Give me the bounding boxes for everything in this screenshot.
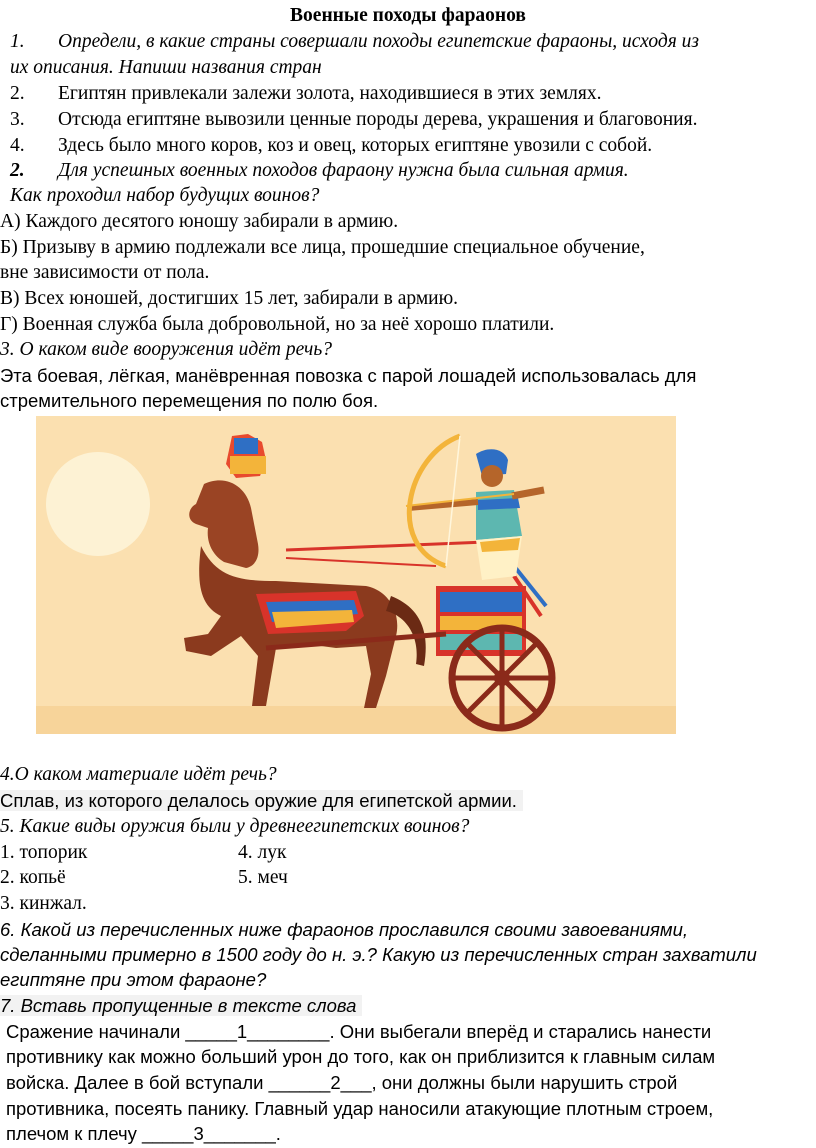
q7-question	[0, 994, 362, 1018]
q1-item-number: 2.	[10, 83, 25, 104]
q5-option-1: 1. топорик	[0, 842, 88, 863]
q7-text-line2: противнику как можно больший урон до того, как он приблизится к главным силам	[6, 1046, 716, 1067]
illustration-background	[36, 416, 676, 734]
q1-item-text: Отсюда египтяне вывозили ценные породы дерева, украшения и благовония.	[58, 109, 698, 130]
q6-line3: египтяне при этом фараоне?	[0, 969, 267, 990]
q2-option-v: В) Всех юношей, достигших 15 лет, забирали в армию.	[0, 288, 459, 309]
q1-text-line2: их описания. Напиши названия стран	[10, 57, 322, 78]
q7-text-line4: противника, посеять панику. Главный удар наносили атакующие плотным строем,	[6, 1098, 714, 1119]
q3-line1: Эта боевая, лёгкая, манёвренная повозка с парой лошадей использовалась для	[0, 365, 697, 386]
q7-text-line3: войска. Далее в бой вступали ______2___, они должны были нарушить строй	[6, 1072, 678, 1093]
q1-heading	[0, 30, 699, 54]
q1-text-line1: Определи, в какие страны совершали походы египетские фараоны, исходя из	[58, 31, 699, 52]
ground	[36, 706, 676, 734]
q4-text	[0, 789, 523, 813]
q2-text: Для успешных военных походов фараону нужна была сильная армия.	[58, 160, 629, 181]
q2-question: Как проходил набор будущих воинов?	[10, 185, 320, 206]
q2-option-b-cont: вне зависимости от пола.	[0, 262, 210, 283]
q6-line2: сделанными примерно в 1500 году до н. э.? Какую из перечисленных стран захватили	[0, 944, 757, 965]
q2-number: 2.	[10, 160, 25, 181]
q1-item-number: 4.	[10, 135, 25, 156]
q3-question: 3. О каком виде вооружения идёт речь?	[0, 339, 332, 360]
q1-item-4	[0, 134, 652, 158]
q7-text-line5: плечом к плечу _____3_______.	[6, 1123, 281, 1144]
q5-question: 5. Какие виды оружия были у древнеегипетских воинов?	[0, 816, 470, 837]
q1-item-text: Здесь было много коров, коз и овец, которых египтяне увозили с собой.	[58, 135, 653, 156]
q7-text-line1: Сражение начинали _____1________. Они выбегали вперёд и старались нанести	[6, 1021, 712, 1042]
chariot-archer-icon	[36, 416, 676, 734]
q2-option-b: Б) Призыву в армию подлежали все лица, прошедшие специальное обучение,	[0, 237, 645, 258]
q5-option-2: 2. копьё	[0, 867, 66, 888]
chariot-archer-illustration	[36, 416, 676, 734]
q5-option-4: 4. лук	[238, 842, 287, 863]
q1-item-2	[0, 82, 602, 106]
page-title: Военные походы фараонов	[290, 5, 526, 26]
q2-heading	[0, 159, 629, 183]
q7-question-highlight: 7. Вставь пропущенные в тексте слова	[0, 995, 362, 1016]
q1-number: 1.	[10, 31, 25, 52]
q2-option-a: А) Каждого десятого юношу забирали в армию.	[0, 211, 399, 232]
q4-question: 4.О каком материале идёт речь?	[0, 764, 277, 785]
q1-item-3	[0, 108, 697, 132]
q1-item-text: Египтян привлекали залежи золота, находившиеся в этих землях.	[58, 83, 602, 104]
q6-line1: 6. Какой из перечисленных ниже фараонов прославился своими завоеваниями,	[0, 919, 689, 940]
q1-item-number: 3.	[10, 109, 25, 130]
q5-option-3: 3. кинжал.	[0, 893, 87, 914]
q2-option-g: Г) Военная служба была добровольной, но за неё хорошо платили.	[0, 314, 555, 335]
q5-option-5: 5. меч	[238, 867, 288, 888]
sun-icon	[46, 452, 150, 556]
q4-text-highlight: Сплав, из которого делалось оружие для египетской армии.	[0, 790, 523, 811]
q3-line2: стремительного перемещения по полю боя.	[0, 390, 379, 411]
